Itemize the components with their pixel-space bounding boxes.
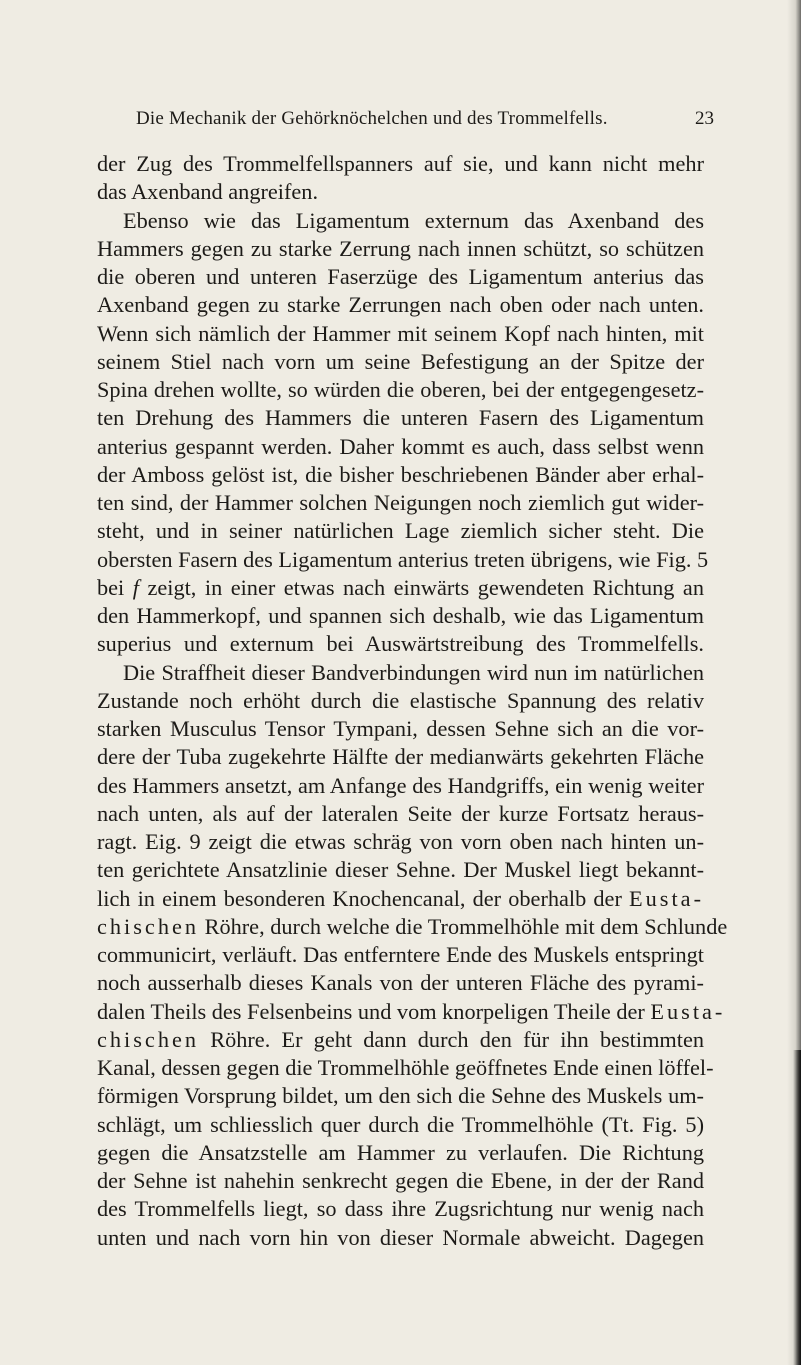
text-line: die oberen und unteren Faserzüge des Ligamentum anterius das — [97, 264, 704, 289]
text-line: Ebenso wie das Ligamentum externum das Axenband des — [123, 207, 704, 233]
text-line: noch ausserhalb dieses Kanals von der unteren Fläche des pyrami- — [97, 970, 704, 996]
text-line: unten und nach vorn hin von dieser Normale abweicht. Dagegen — [97, 1224, 704, 1250]
text-line: seinem Stiel nach vorn um seine Befestigung an der Spitze der — [97, 348, 704, 374]
text-line: ragt. Eig. 9 zeigt die etwas schräg von vorn oben nach hinten un- — [97, 829, 704, 854]
figure-reference-italic: f — [132, 574, 139, 600]
text-line — [97, 998, 726, 1026]
text-line: anterius gespannt werden. Daher kommt es auch, dass selbst wenn — [97, 433, 704, 459]
text-line: starken Musculus Tensor Tympani, dessen Sehne sich an die vor- — [97, 716, 704, 741]
text-line — [97, 913, 728, 941]
text-line: nach unten, als auf der lateralen Seite der kurze Fortsatz heraus- — [97, 800, 704, 826]
text-segment: Röhre, durch welche die Trommelhöhle mit dem Schlunde — [199, 913, 728, 939]
text-line: dere der Tuba zugekehrte Hälfte der medianwärts gekehrten Fläche — [97, 744, 704, 770]
text-line: der Sehne ist nahehin senkrecht gegen die Ebene, in der der Rand — [97, 1168, 704, 1193]
text-line: superius und externum bei Auswärtstreibung des Trommelfells. — [97, 631, 704, 657]
text-segment: lich in einem besonderen Knochencanal, der oberhalb der — [97, 885, 630, 911]
text-line: Zustande noch erhöht durch die elastische Spannung des relativ — [97, 687, 704, 713]
text-line: das Axenband angreifen. — [97, 179, 319, 205]
text-line: des Hammers ansetzt, am Anfange des Handgriffs, ein wenig weiter — [97, 772, 704, 798]
text-line: communicirt, verläuft. Das entferntere Ende des Muskels entspringt — [97, 942, 704, 967]
text-line: obersten Fasern des Ligamentum anterius treten übrigens, wie Fig. 5 — [97, 546, 709, 572]
text-segment: Röhre. Er geht dann durch den für ihn bestimmten — [199, 1026, 704, 1052]
text-line: Wenn sich nämlich der Hammer mit seinem Kopf nach hinten, mit — [97, 320, 704, 346]
page-number: 23 — [695, 108, 714, 129]
text-line — [97, 1026, 704, 1054]
running-title: Die Mechanik der Gehörknöchelchen und des Trommelfells. — [136, 108, 608, 129]
text-line: schlägt, um schliesslich quer durch die Trommelhöhle (Tt. Fig. 5) — [97, 1111, 704, 1137]
text-line: des Trommelfells liegt, so dass ihre Zugsrichtung nur wenig nach — [97, 1196, 704, 1222]
text-line: Spina drehen wollte, so würden die oberen, bei der entgegengesetz- — [97, 377, 704, 402]
page-edge-dark-strip — [793, 1050, 801, 1365]
spaced-name: chischen — [97, 1026, 200, 1052]
text-line: Hammers gegen zu starke Zerrung nach innen schützt, so schützen — [97, 235, 704, 261]
spaced-name: Eusta- — [650, 998, 726, 1024]
text-line: den Hammerkopf, und spannen sich deshalb, wie das Ligamentum — [97, 603, 704, 628]
text-line — [97, 885, 704, 913]
text-line: Kanal, dessen gegen die Trommelhöhle geöffnetes Ende einen löffel- — [97, 1055, 714, 1080]
text-segment: dalen Theils des Felsenbeins und vom knorpeligen Theile der — [97, 998, 651, 1024]
spaced-name: Eusta- — [629, 885, 704, 911]
text-line: ten gerichtete Ansatzlinie dieser Sehne. Der Muskel liegt bekannt- — [97, 857, 704, 883]
text-line: förmigen Vorsprung bildet, um den sich die Sehne des Muskels um- — [97, 1083, 704, 1109]
text-line — [97, 574, 704, 602]
running-head — [0, 108, 801, 134]
spaced-name: chischen — [97, 913, 200, 939]
text-line: ten sind, der Hammer solchen Neigungen noch ziemlich gut wider- — [97, 490, 704, 515]
text-line: der Zug des Trommelfellspanners auf sie, und kann nicht mehr — [97, 151, 704, 176]
text-line: ten Drehung des Hammers die unteren Fasern des Ligamentum — [97, 405, 704, 431]
text-line: steht, und in seiner natürlichen Lage ziemlich sicher steht. Die — [97, 518, 704, 544]
text-line: gegen die Ansatzstelle am Hammer zu verlaufen. Die Richtung — [97, 1139, 704, 1165]
text-line: Die Straffheit dieser Bandverbindungen wird nun im natürlichen — [123, 659, 704, 685]
text-line: Axenband gegen zu starke Zerrungen nach oben oder nach unten. — [97, 292, 704, 318]
text-segment: bei — [97, 574, 133, 600]
text-segment: zeigt, in einer etwas nach einwärts gewendeten Richtung an — [138, 574, 704, 600]
body-text — [97, 150, 728, 1252]
text-line: der Amboss gelöst ist, die bisher beschriebenen Bänder aber erhal- — [97, 461, 704, 487]
